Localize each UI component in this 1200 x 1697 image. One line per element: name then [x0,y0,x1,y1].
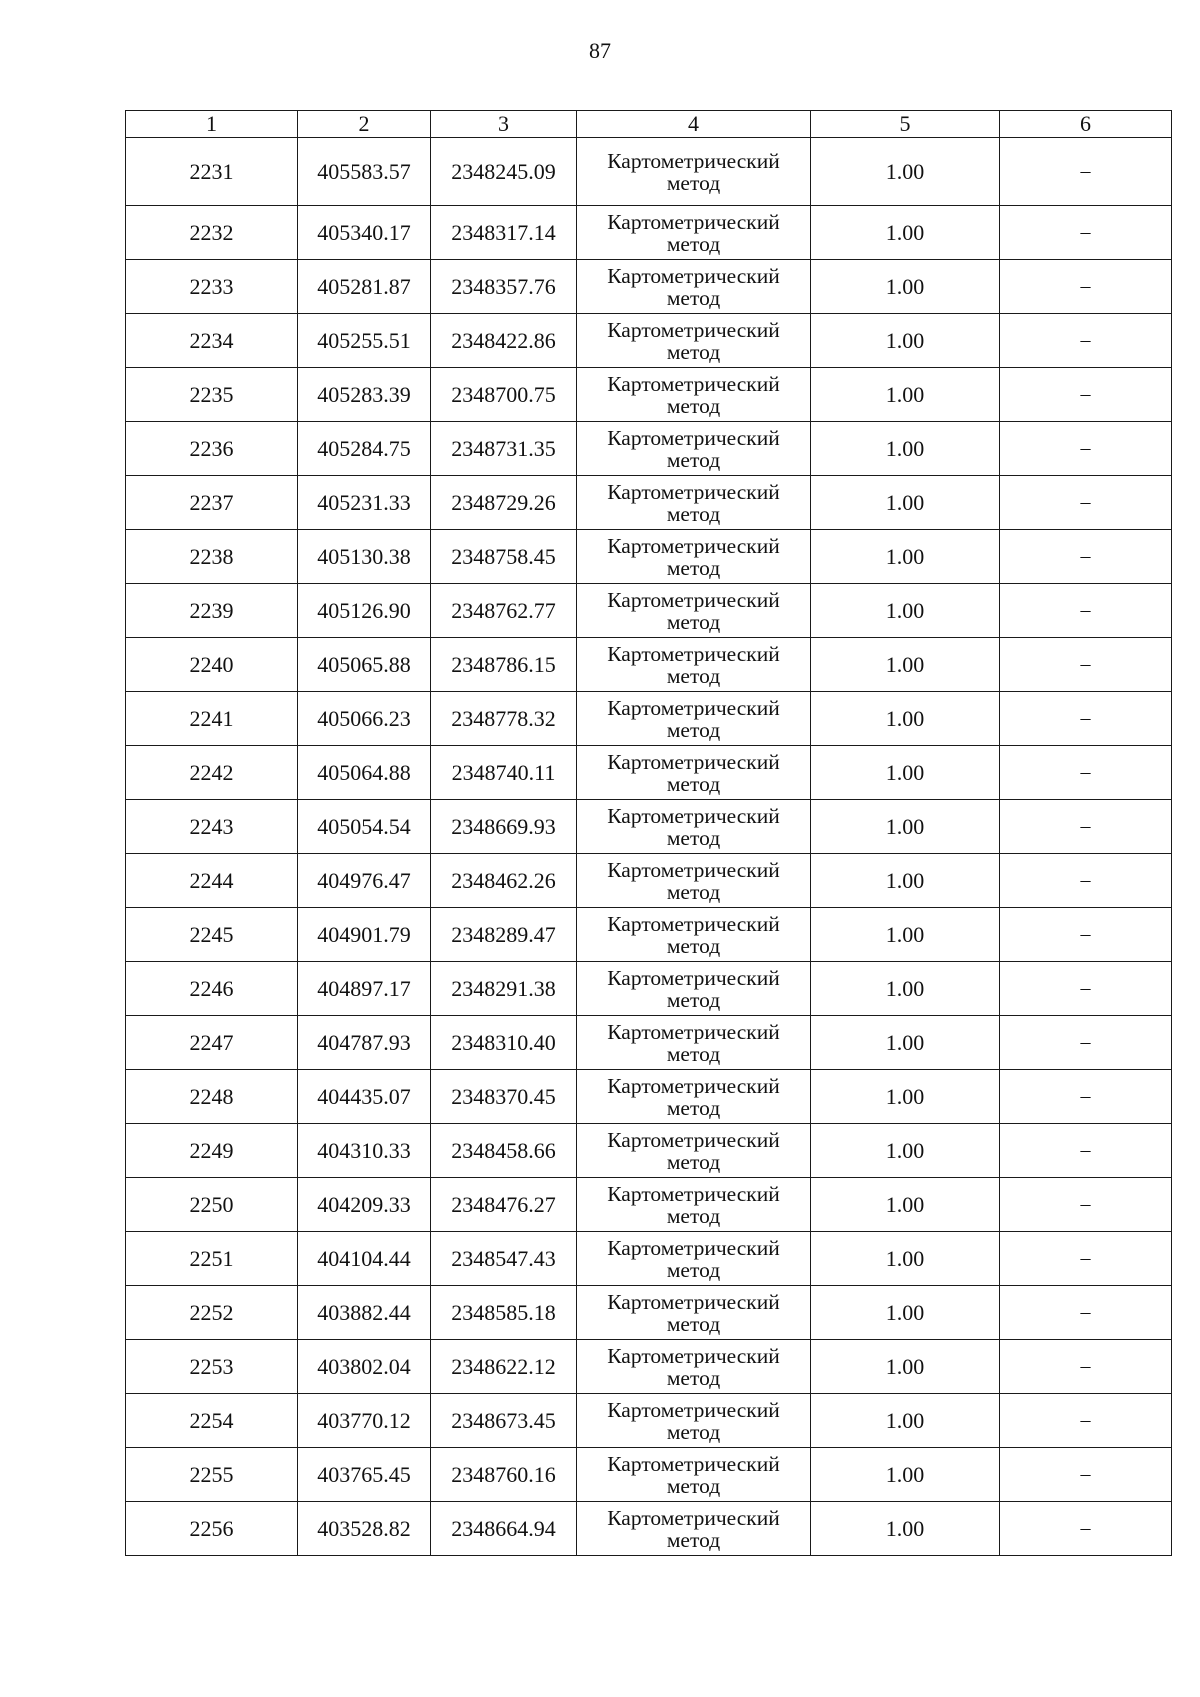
method-line-1: Картометрический [607,371,780,396]
column-header-6: 6 [1000,111,1172,138]
y-coordinate-cell: 2348664.94 [431,1502,577,1556]
method-line-1: Картометрический [607,148,780,173]
method-line-2: метод [666,1041,721,1066]
method-line-1: Картометрический [607,1019,780,1044]
point-number-cell: 2236 [126,422,298,476]
method-line-1: Картометрический [607,803,780,828]
table-body [126,138,1172,1556]
table-header-row [126,111,1172,138]
note-cell: – [1000,638,1172,692]
point-number-cell: 2251 [126,1232,298,1286]
note-cell: – [1000,1124,1172,1178]
table-row [126,260,1172,314]
point-number-cell: 2238 [126,530,298,584]
note-cell: – [1000,692,1172,746]
x-coordinate-cell: 405583.57 [298,138,431,206]
note-cell: – [1000,1178,1172,1232]
x-coordinate-cell: 405066.23 [298,692,431,746]
y-coordinate-cell: 2348758.45 [431,530,577,584]
method-line-1: Картометрический [607,263,780,288]
note-cell: – [1000,746,1172,800]
method-line-1: Картометрический [607,425,780,450]
method-cell [577,1016,811,1070]
x-coordinate-cell: 405064.88 [298,746,431,800]
accuracy-cell: 1.00 [811,314,1000,368]
method-line-2: метод [666,555,721,580]
method-cell [577,314,811,368]
note-cell: – [1000,1448,1172,1502]
method-line-1: Картометрический [607,1181,780,1206]
y-coordinate-cell: 2348547.43 [431,1232,577,1286]
table-row [126,530,1172,584]
accuracy-cell: 1.00 [811,962,1000,1016]
table-row [126,908,1172,962]
column-header-5: 5 [811,111,1000,138]
y-coordinate-cell: 2348740.11 [431,746,577,800]
table-row [126,1502,1172,1556]
note-cell: – [1000,962,1172,1016]
column-header-3: 3 [431,111,577,138]
note-cell: – [1000,260,1172,314]
method-cell [577,1286,811,1340]
x-coordinate-cell: 405231.33 [298,476,431,530]
y-coordinate-cell: 2348357.76 [431,260,577,314]
accuracy-cell: 1.00 [811,1394,1000,1448]
point-number-cell: 2241 [126,692,298,746]
y-coordinate-cell: 2348760.16 [431,1448,577,1502]
method-cell [577,962,811,1016]
y-coordinate-cell: 2348462.26 [431,854,577,908]
x-coordinate-cell: 404901.79 [298,908,431,962]
table-row [126,692,1172,746]
point-number-cell: 2247 [126,1016,298,1070]
x-coordinate-cell: 405340.17 [298,206,431,260]
method-cell [577,1502,811,1556]
note-cell: – [1000,1232,1172,1286]
method-line-2: метод [666,1149,721,1174]
table-row [126,206,1172,260]
table-row [126,1178,1172,1232]
method-line-1: Картометрический [607,1235,780,1260]
point-number-cell: 2239 [126,584,298,638]
table-row [126,1340,1172,1394]
note-cell: – [1000,800,1172,854]
method-line-2: метод [666,717,721,742]
method-cell [577,1232,811,1286]
table-row [126,138,1172,206]
y-coordinate-cell: 2348317.14 [431,206,577,260]
note-cell: – [1000,476,1172,530]
x-coordinate-cell: 405126.90 [298,584,431,638]
y-coordinate-cell: 2348458.66 [431,1124,577,1178]
point-number-cell: 2245 [126,908,298,962]
accuracy-cell: 1.00 [811,746,1000,800]
x-coordinate-cell: 403802.04 [298,1340,431,1394]
y-coordinate-cell: 2348310.40 [431,1016,577,1070]
point-number-cell: 2255 [126,1448,298,1502]
note-cell: – [1000,368,1172,422]
note-cell: – [1000,1070,1172,1124]
note-cell: – [1000,1286,1172,1340]
method-line-1: Картометрический [607,317,780,342]
method-line-2: метод [666,447,721,472]
method-line-1: Картометрический [607,533,780,558]
point-number-cell: 2244 [126,854,298,908]
x-coordinate-cell: 405255.51 [298,314,431,368]
method-line-2: метод [666,1527,721,1552]
point-number-cell: 2248 [126,1070,298,1124]
accuracy-cell: 1.00 [811,908,1000,962]
accuracy-cell: 1.00 [811,1502,1000,1556]
method-line-2: метод [666,501,721,526]
method-line-1: Картометрический [607,1289,780,1314]
method-line-2: метод [666,987,721,1012]
method-line-1: Картометрический [607,587,780,612]
method-cell [577,746,811,800]
x-coordinate-cell: 405284.75 [298,422,431,476]
note-cell: – [1000,1394,1172,1448]
accuracy-cell: 1.00 [811,1448,1000,1502]
table-row [126,962,1172,1016]
method-line-1: Картометрический [607,209,780,234]
accuracy-cell: 1.00 [811,854,1000,908]
method-cell [577,584,811,638]
y-coordinate-cell: 2348422.86 [431,314,577,368]
method-line-2: метод [666,879,721,904]
method-cell [577,1070,811,1124]
method-line-2: метод [666,1257,721,1282]
accuracy-cell: 1.00 [811,138,1000,206]
table-row [126,746,1172,800]
method-line-1: Картометрический [607,479,780,504]
method-cell [577,1124,811,1178]
point-number-cell: 2240 [126,638,298,692]
point-number-cell: 2232 [126,206,298,260]
method-line-2: метод [666,339,721,364]
table-row [126,1448,1172,1502]
method-line-2: метод [666,1473,721,1498]
table-row [126,1016,1172,1070]
point-number-cell: 2243 [126,800,298,854]
y-coordinate-cell: 2348731.35 [431,422,577,476]
x-coordinate-cell: 403770.12 [298,1394,431,1448]
point-number-cell: 2237 [126,476,298,530]
note-cell: – [1000,530,1172,584]
accuracy-cell: 1.00 [811,638,1000,692]
y-coordinate-cell: 2348289.47 [431,908,577,962]
table-row [126,1124,1172,1178]
method-cell [577,1340,811,1394]
table-row [126,638,1172,692]
x-coordinate-cell: 405065.88 [298,638,431,692]
x-coordinate-cell: 403528.82 [298,1502,431,1556]
method-line-1: Картометрический [607,1127,780,1152]
method-cell [577,908,811,962]
x-coordinate-cell: 404897.17 [298,962,431,1016]
method-line-2: метод [666,393,721,418]
x-coordinate-cell: 405130.38 [298,530,431,584]
method-cell [577,638,811,692]
method-line-2: метод [666,1095,721,1120]
accuracy-cell: 1.00 [811,692,1000,746]
note-cell: – [1000,584,1172,638]
x-coordinate-cell: 404209.33 [298,1178,431,1232]
x-coordinate-cell: 404310.33 [298,1124,431,1178]
method-cell [577,206,811,260]
y-coordinate-cell: 2348622.12 [431,1340,577,1394]
point-number-cell: 2234 [126,314,298,368]
method-cell [577,422,811,476]
table-row [126,368,1172,422]
method-line-2: метод [666,771,721,796]
method-line-2: метод [666,1419,721,1444]
y-coordinate-cell: 2348778.32 [431,692,577,746]
note-cell: – [1000,206,1172,260]
point-number-cell: 2235 [126,368,298,422]
method-line-2: метод [666,231,721,256]
accuracy-cell: 1.00 [811,260,1000,314]
y-coordinate-cell: 2348729.26 [431,476,577,530]
note-cell: – [1000,1016,1172,1070]
accuracy-cell: 1.00 [811,1340,1000,1394]
method-line-1: Картометрический [607,965,780,990]
column-header-2: 2 [298,111,431,138]
method-line-1: Картометрический [607,1505,780,1530]
x-coordinate-cell: 403765.45 [298,1448,431,1502]
method-line-2: метод [666,825,721,850]
coordinates-table [125,110,1172,1556]
y-coordinate-cell: 2348673.45 [431,1394,577,1448]
y-coordinate-cell: 2348762.77 [431,584,577,638]
method-cell [577,138,811,206]
method-line-2: метод [666,663,721,688]
note-cell: – [1000,854,1172,908]
table-row [126,854,1172,908]
table-row [126,314,1172,368]
method-cell [577,1394,811,1448]
point-number-cell: 2242 [126,746,298,800]
method-cell [577,1178,811,1232]
point-number-cell: 2249 [126,1124,298,1178]
method-line-2: метод [666,170,721,195]
point-number-cell: 2254 [126,1394,298,1448]
page-number: 87 [589,38,611,63]
method-line-1: Картометрический [607,749,780,774]
table-row [126,422,1172,476]
accuracy-cell: 1.00 [811,1286,1000,1340]
accuracy-cell: 1.00 [811,530,1000,584]
point-number-cell: 2250 [126,1178,298,1232]
x-coordinate-cell: 404976.47 [298,854,431,908]
point-number-cell: 2253 [126,1340,298,1394]
method-line-1: Картометрический [607,1397,780,1422]
y-coordinate-cell: 2348370.45 [431,1070,577,1124]
accuracy-cell: 1.00 [811,800,1000,854]
method-cell [577,854,811,908]
point-number-cell: 2252 [126,1286,298,1340]
note-cell: – [1000,1502,1172,1556]
y-coordinate-cell: 2348786.15 [431,638,577,692]
point-number-cell: 2256 [126,1502,298,1556]
accuracy-cell: 1.00 [811,1016,1000,1070]
x-coordinate-cell: 403882.44 [298,1286,431,1340]
method-cell [577,692,811,746]
method-line-2: метод [666,609,721,634]
table-row [126,800,1172,854]
accuracy-cell: 1.00 [811,368,1000,422]
note-cell: – [1000,1340,1172,1394]
accuracy-cell: 1.00 [811,584,1000,638]
method-line-1: Картометрический [607,911,780,936]
point-number-cell: 2231 [126,138,298,206]
y-coordinate-cell: 2348245.09 [431,138,577,206]
method-line-1: Картометрический [607,1451,780,1476]
method-line-1: Картометрический [607,1343,780,1368]
accuracy-cell: 1.00 [811,1070,1000,1124]
x-coordinate-cell: 405283.39 [298,368,431,422]
y-coordinate-cell: 2348291.38 [431,962,577,1016]
accuracy-cell: 1.00 [811,206,1000,260]
accuracy-cell: 1.00 [811,1178,1000,1232]
method-cell [577,368,811,422]
table-row [126,476,1172,530]
method-cell [577,530,811,584]
x-coordinate-cell: 405054.54 [298,800,431,854]
method-line-1: Картометрический [607,695,780,720]
accuracy-cell: 1.00 [811,1232,1000,1286]
method-cell [577,800,811,854]
note-cell: – [1000,908,1172,962]
x-coordinate-cell: 404104.44 [298,1232,431,1286]
x-coordinate-cell: 404787.93 [298,1016,431,1070]
method-line-2: метод [666,1203,721,1228]
method-cell [577,476,811,530]
method-line-1: Картометрический [607,1073,780,1098]
method-cell [577,1448,811,1502]
method-line-2: метод [666,1365,721,1390]
x-coordinate-cell: 405281.87 [298,260,431,314]
method-line-2: метод [666,933,721,958]
y-coordinate-cell: 2348700.75 [431,368,577,422]
table-row [126,1232,1172,1286]
y-coordinate-cell: 2348669.93 [431,800,577,854]
column-header-1: 1 [126,111,298,138]
method-cell [577,260,811,314]
note-cell: – [1000,422,1172,476]
accuracy-cell: 1.00 [811,422,1000,476]
accuracy-cell: 1.00 [811,476,1000,530]
method-line-1: Картометрический [607,857,780,882]
method-line-2: метод [666,285,721,310]
accuracy-cell: 1.00 [811,1124,1000,1178]
note-cell: – [1000,314,1172,368]
y-coordinate-cell: 2348585.18 [431,1286,577,1340]
x-coordinate-cell: 404435.07 [298,1070,431,1124]
table-row [126,1394,1172,1448]
table-row [126,584,1172,638]
table-row [126,1070,1172,1124]
note-cell: – [1000,138,1172,206]
point-number-cell: 2233 [126,260,298,314]
point-number-cell: 2246 [126,962,298,1016]
y-coordinate-cell: 2348476.27 [431,1178,577,1232]
method-line-1: Картометрический [607,641,780,666]
table-row [126,1286,1172,1340]
method-line-2: метод [666,1311,721,1336]
column-header-4: 4 [577,111,811,138]
